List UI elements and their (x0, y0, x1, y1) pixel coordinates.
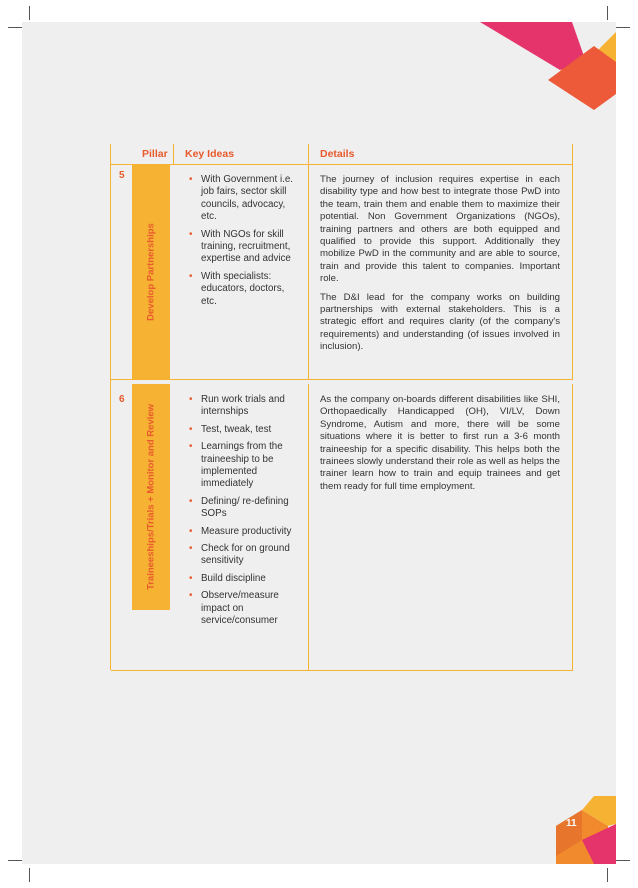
row-number: 6 (119, 394, 125, 405)
crop-mark (29, 868, 30, 882)
list-item: • Defining/ re-defining SOPs (189, 495, 289, 520)
list-item: • Run work trials and internships (189, 394, 285, 418)
list-item: • With Government i.e. job fairs, sector skill councils, advocacy, etc. (189, 174, 294, 223)
list-item: • Observe/measure impact on service/consumer (189, 590, 279, 627)
pillar-header: Pillar (142, 148, 168, 160)
pillar-label: Develop Partnerships (145, 223, 157, 321)
crop-mark (8, 27, 22, 28)
page-number: 11 (566, 818, 577, 829)
row-rule (111, 379, 573, 380)
details-text (320, 174, 560, 360)
list-item: • Learnings from the traineeship to be implemented immediately (189, 441, 283, 490)
details-header: Details (320, 148, 355, 160)
column-divider (572, 165, 573, 379)
key-ideas-list (189, 174, 301, 313)
key-ideas-header: Key Ideas (185, 148, 235, 160)
details-text (320, 394, 560, 499)
crop-mark (616, 860, 630, 861)
page-number-cube (548, 796, 616, 864)
crop-mark (616, 27, 630, 28)
crop-mark (29, 6, 30, 20)
column-divider (308, 165, 309, 379)
column-divider (308, 144, 309, 164)
page (22, 22, 616, 864)
pillar-bar (132, 165, 170, 379)
list-item: • Check for on ground sensitivity (189, 543, 290, 567)
paragraph: As the company on-boards different disabilities like SHI, Orthopaedically Handicapped (OH), VI/LV, Down Syndrome, Autism and more, there will be some situations where it is better to first run a 3-6 month traineeship for a specific disability. This helps both the trainees slowly understand their role as well as helps the trainer learn how to train and equip trainees and get them ready for full time employment. (320, 394, 560, 492)
column-divider (572, 384, 573, 670)
row-number: 5 (119, 170, 125, 181)
pillar-label: Traineeships/Trials + Monitor and Review (145, 403, 157, 591)
paragraph: The journey of inclusion requires expertise in each disability type and how best to integrate those PwD into the team, train them and enable them to maximize their potential. Non Government Organizations (NGOs), training partners and others are both equipped and qualified to provide this support. Additionally they mobilize PwD in the community and are able to source, train and provide this talent to companies. Important role. (320, 174, 560, 285)
column-divider (308, 384, 309, 670)
list-item: • Test, tweak, test (189, 423, 272, 435)
row-rule (111, 670, 573, 671)
crop-mark (8, 860, 22, 861)
crop-mark (607, 6, 608, 20)
paragraph: The D&I lead for the company works on building partnerships with external stakeholders. This is a strategic effort and requires clarity (of the company's requirements) and understanding (of issues involved in inclusion). (320, 291, 560, 353)
list-item: • Measure productivity (189, 525, 292, 537)
crop-mark (607, 868, 608, 882)
list-item: • With NGOs for skill training, recruitment, expertise and advice (189, 228, 291, 265)
column-divider (572, 144, 573, 164)
decorative-shapes-top (462, 22, 616, 112)
header-rule (111, 164, 573, 165)
pillar-bar (132, 384, 170, 610)
key-ideas-list (189, 394, 301, 633)
column-divider (173, 144, 174, 164)
list-item: • With specialists: educators, doctors, etc. (189, 270, 285, 307)
list-item: • Build discipline (189, 572, 266, 584)
pillar-table (110, 144, 573, 670)
